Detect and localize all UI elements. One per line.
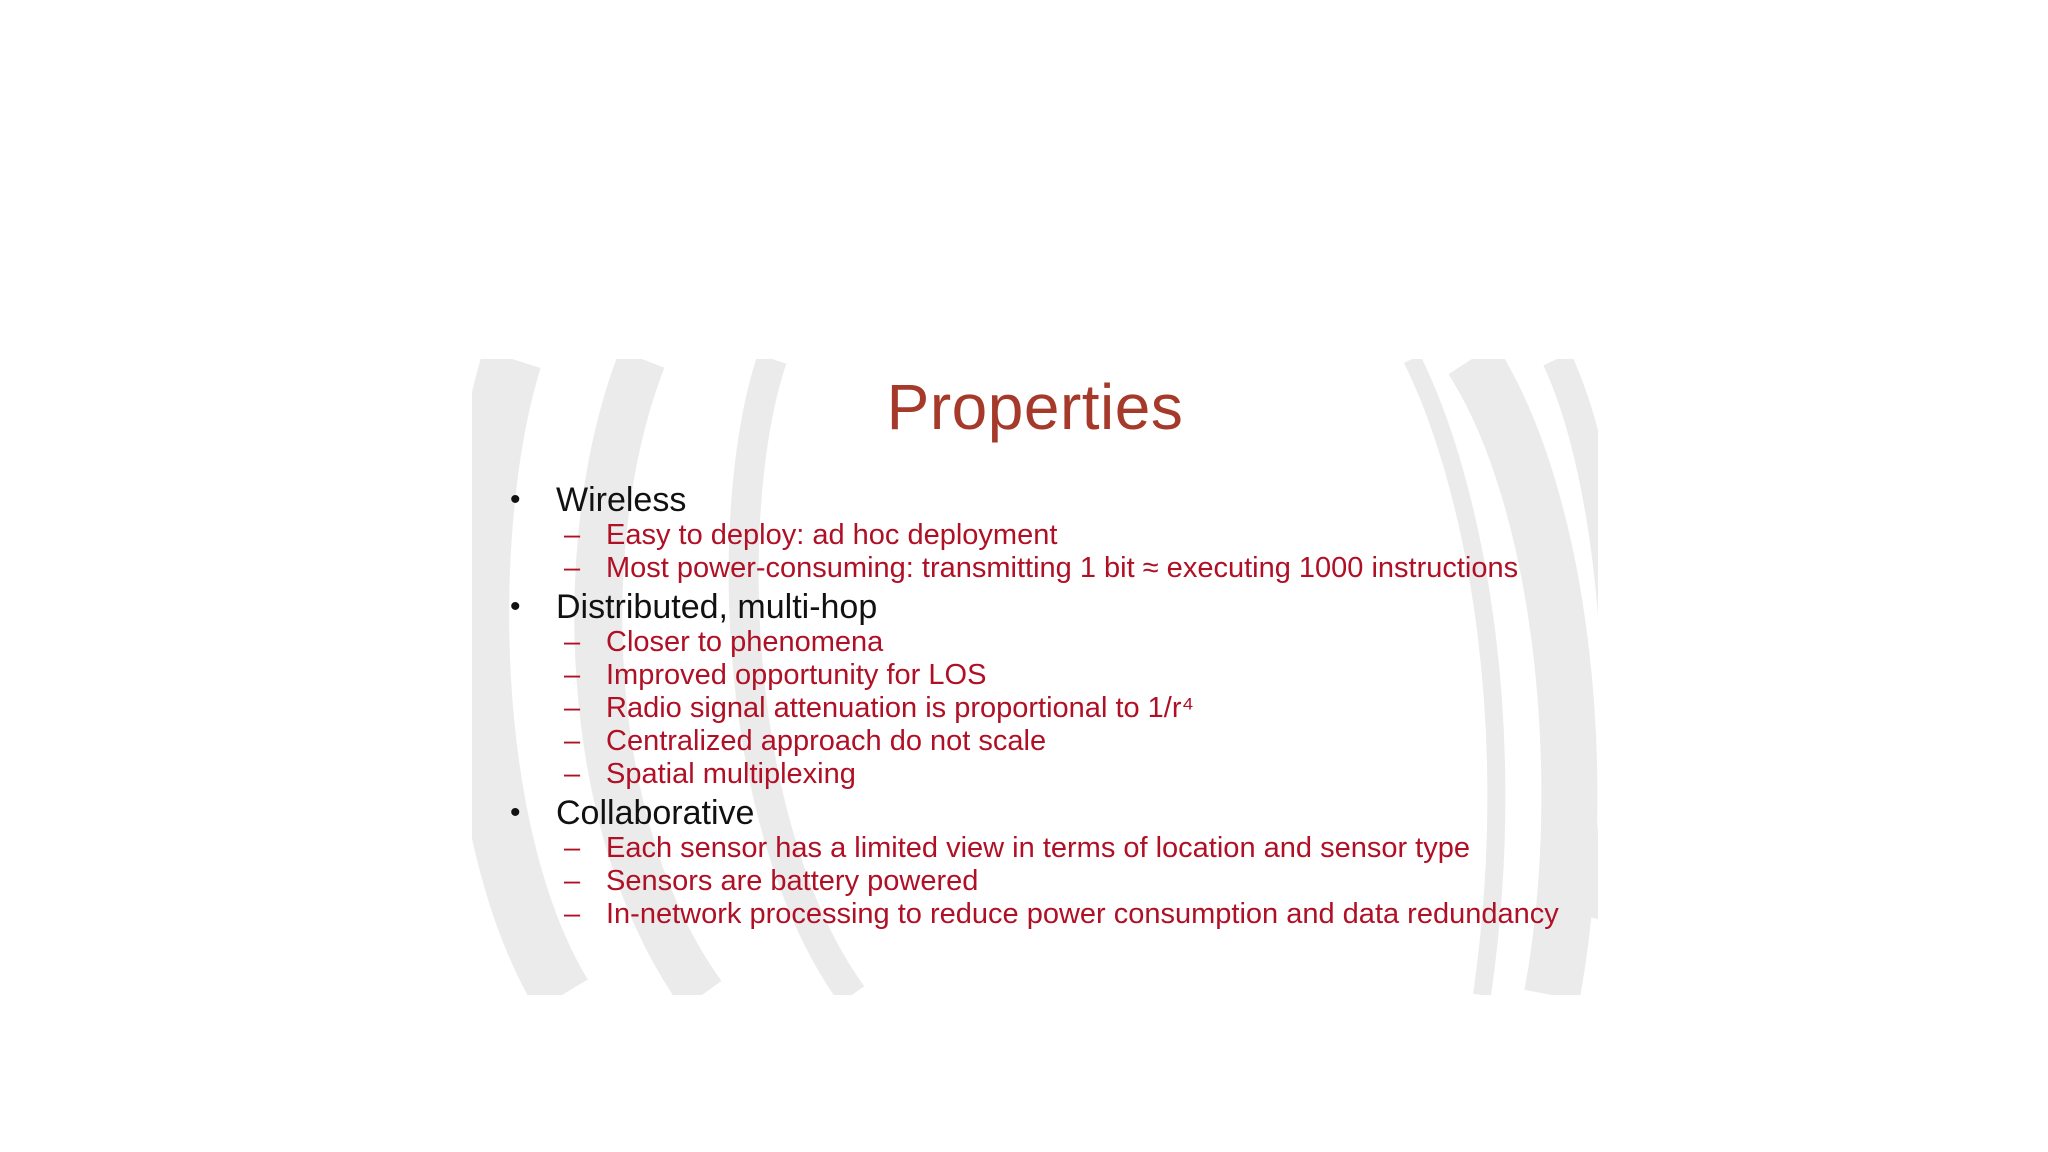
dash-icon: – [564, 626, 581, 658]
slide [472, 359, 1598, 995]
bullet-heading: Collaborative [556, 794, 755, 832]
dash-icon: – [564, 659, 581, 691]
sub-bullet-text: Closer to phenomena [606, 626, 884, 658]
dash-icon: – [564, 519, 581, 551]
sub-bullet-item [510, 519, 1570, 551]
sub-bullet-item [510, 659, 1570, 691]
dash-icon: – [564, 832, 581, 864]
bullet-dot-icon: • [510, 483, 521, 516]
sub-bullet-item [510, 552, 1570, 584]
bullet-dot-icon: • [510, 590, 521, 623]
sub-bullet-text: Easy to deploy: ad hoc deployment [606, 519, 1058, 551]
sub-bullet-item [510, 725, 1570, 757]
sub-bullet-text: Improved opportunity for LOS [606, 659, 987, 691]
sub-bullet-text: Most power-consuming: transmitting 1 bit ≈ executing 1000 instructions [606, 552, 1519, 584]
sub-bullet-text: Sensors are battery powered [606, 865, 979, 897]
dash-icon: – [564, 725, 581, 757]
dash-icon: – [564, 552, 581, 584]
sub-bullet-item [510, 832, 1570, 864]
sub-bullet-item [510, 626, 1570, 658]
bullet-heading: Distributed, multi-hop [556, 588, 878, 626]
bullet-item [510, 588, 1570, 626]
sub-bullet-text: Centralized approach do not scale [606, 725, 1047, 757]
bullet-dot-icon: • [510, 796, 521, 829]
sub-bullet-text: Spatial multiplexing [606, 758, 856, 790]
sub-bullet-list [510, 626, 1570, 790]
sub-bullet-text: In-network processing to reduce power consumption and data redundancy [606, 898, 1559, 930]
slide-title: Properties [886, 371, 1184, 443]
sub-bullet-item [510, 758, 1570, 790]
sub-bullet-list [510, 832, 1570, 930]
sub-bullet-text: Radio signal attenuation is proportional to 1/r⁴ [606, 692, 1194, 724]
bullet-item [510, 794, 1570, 832]
dash-icon: – [564, 692, 581, 724]
dash-icon: – [564, 865, 581, 897]
dash-icon: – [564, 758, 581, 790]
sub-bullet-item [510, 692, 1570, 724]
dash-icon: – [564, 898, 581, 930]
bullet-list [510, 479, 1570, 934]
bullet-heading: Wireless [556, 481, 687, 519]
bullet-item [510, 481, 1570, 519]
sub-bullet-item [510, 865, 1570, 897]
sub-bullet-text: Each sensor has a limited view in terms of location and sensor type [606, 832, 1470, 864]
sub-bullet-list [510, 519, 1570, 584]
sub-bullet-item [510, 898, 1570, 930]
